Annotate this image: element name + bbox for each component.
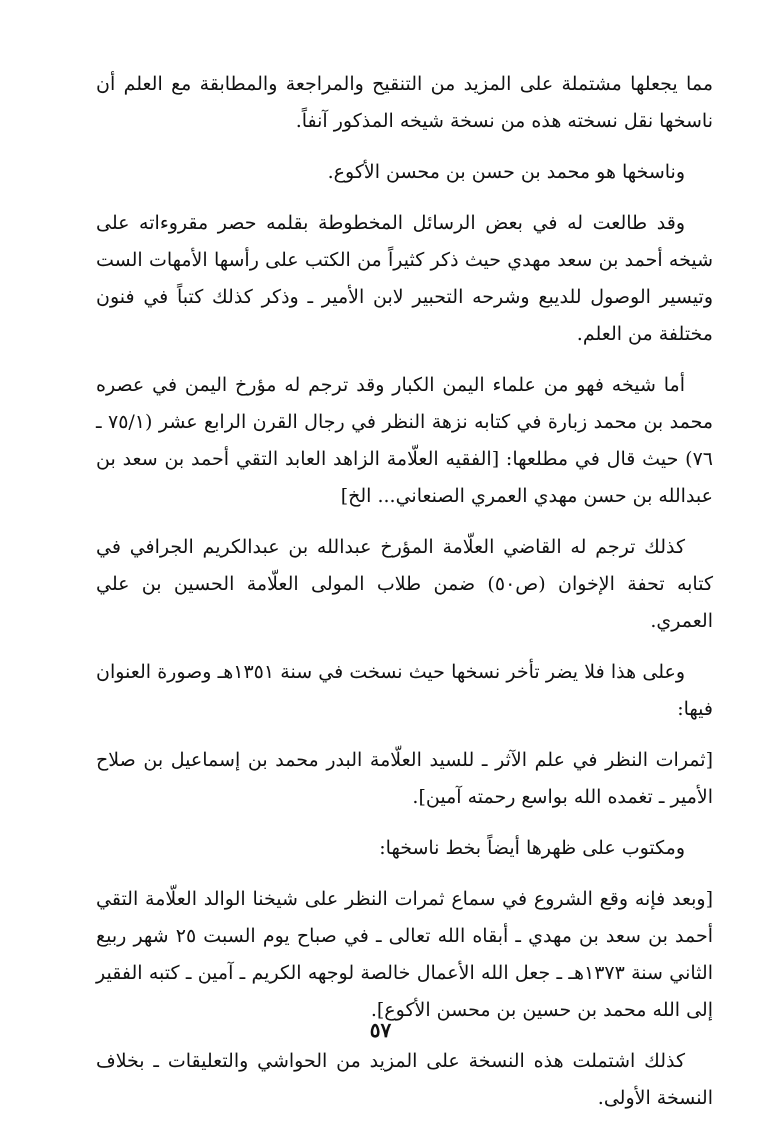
page-number: ٥٧ [369, 1018, 392, 1042]
paragraph-6: وعلى هذا فلا يضر تأخر نسخها حيث نسخت في سنة ١٣٥١هـ وصورة العنوان فيها: [96, 661, 713, 720]
paragraph-2: وناسخها هو محمد بن حسن بن محسن الأكوع. [327, 161, 685, 183]
paragraph-8: ومكتوب على ظهرها أيضاً بخط ناسخها: [379, 837, 685, 859]
paragraph-10: كذلك اشتملت هذه النسخة على المزيد من الحواشي والتعليقات ـ بخلاف النسخة الأولى. [96, 1050, 713, 1109]
paragraph-4: أما شيخه فهو من علماء اليمن الكبار وقد ترجم له مؤرخ اليمن في عصره محمد بن محمد زبارة في كتابه نزهة النظر في رجال القرن الرابع عشر (٧٥/١ ـ ٧٦) حيث قال في مطلعها: [الفقيه العلّامة الزاهد العابد التقي أحمد بن سعد بن عبدالله بن حسن مهدي العمري الصنعاني... الخ] [96, 374, 714, 507]
paragraph-7-quote: [ثمرات النظر في علم الآثر ـ للسيد العلّامة البدر محمد بن إسماعيل بن صلاح الأمير ـ تغمده الله بواسع رحمته آمين]. [96, 749, 713, 808]
paragraph-5: كذلك ترجم له القاضي العلّامة المؤرخ عبدالله بن عبدالكريم الجرافي في كتابه تحفة الإخوان (ص٥٠) ضمن طلاب المولى العلّامة الحسين بن علي العمري. [96, 536, 713, 632]
paragraph-1: مما يجعلها مشتملة على المزيد من التنقيح والمراجعة والمطابقة مع العلم أن ناسخها نقل نسخته هذه من نسخة شيخه المذكور آنفاً. [96, 73, 713, 132]
paragraph-9-quote: [وبعد فإنه وقع الشروع في سماع ثمرات النظر على شيخنا الوالد العلّامة التقي أحمد بن سعد بن مهدي ـ أبقاه الله تعالى ـ في صباح يوم السبت ٢٥ شهر ربيع الثاني سنة ١٣٧٣هـ ـ جعل الله الأعمال خالصة لوجهه الكريم ـ آمين ـ كتبه الفقير إلى الله محمد بن حسين بن محسن الأكوع]. [96, 888, 713, 1021]
body-text [96, 66, 713, 1131]
paragraph-3: وقد طالعت له في بعض الرسائل المخطوطة بقلمه حصر مقروءاته على شيخه أحمد بن سعد مهدي حيث ذكر كثيراً من الكتب على رأسها الأمهات الست وتيسير الوصول للديبع وشرحه التحبير لابن الأمير ـ وذكر كذلك كتباً في فنون مختلفة من العلم. [96, 212, 713, 345]
